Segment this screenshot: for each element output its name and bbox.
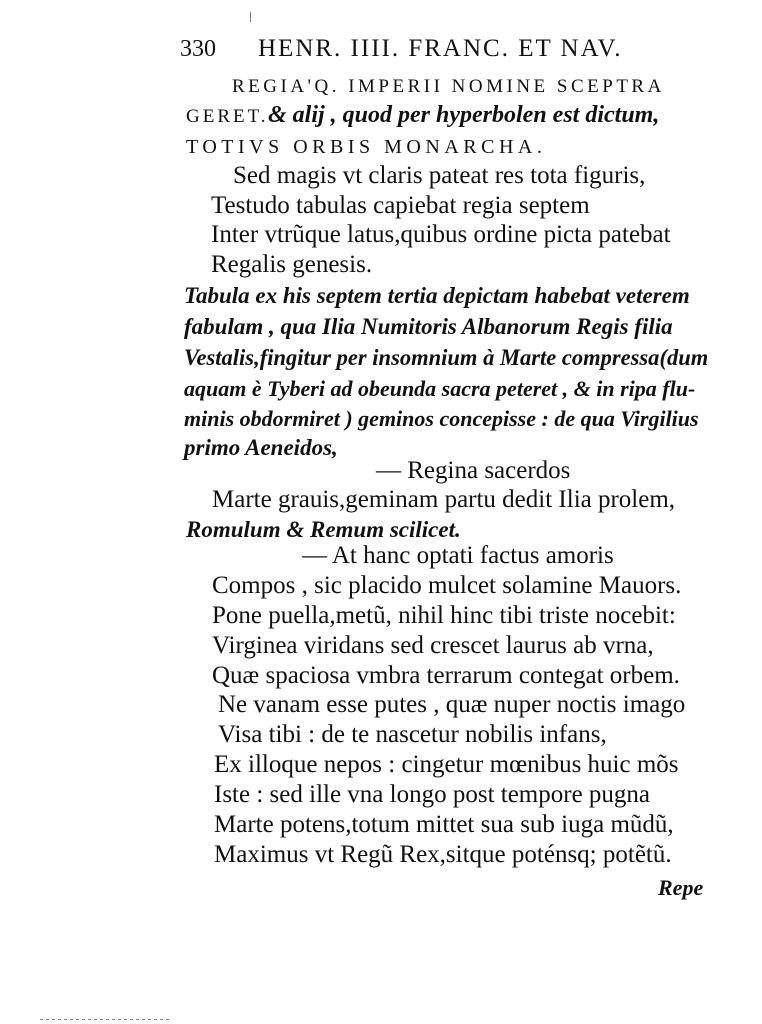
text-line: Iste : sed ille vna longo post tempore pugna <box>214 781 651 808</box>
top-tick-mark <box>250 12 251 22</box>
catchword: Repe <box>658 875 704 900</box>
text-line: primo Aeneidos, <box>184 435 338 460</box>
text-line: Ne vanam esse putes , quæ nuper noctis imago <box>218 691 686 718</box>
text-line: Sed magis vt claris pateat res tota figuris, <box>233 162 646 189</box>
footer-rule <box>40 1019 170 1020</box>
text-line: minis obdormiret ) geminos concepisse : de qua Virgilius <box>184 406 699 431</box>
text-line: Romulum & Remum scilicet. <box>186 517 461 542</box>
text-line: — At hanc optati factus amoris <box>302 542 614 569</box>
text-line: & alij , quod per hyperbolen est dictum, <box>268 102 660 128</box>
text-line: Vestalis,fingitur per insomnium à Marte compressa(dum <box>184 345 709 370</box>
text-line: Inter vtrũque latus,quibus ordine picta patebat <box>211 221 671 248</box>
text-line: fabulam , qua Ilia Numitoris Albanorum Regis filia <box>184 314 673 339</box>
text-line: Regalis genesis. <box>211 251 373 278</box>
text-line: REGIA'Q. IMPERII NOMINE SCEPTRA <box>232 76 665 97</box>
text-line: — Regina sacerdos <box>376 457 571 484</box>
text-line: Pone puella,metũ, nihil hinc tibi triste nocebit: <box>212 602 676 629</box>
text-line: Quæ spaciosa vmbra terrarum contegat orbem. <box>212 662 680 689</box>
text-line: Testudo tabulas capiebat regia septem <box>211 192 590 219</box>
text-line: Ex illoque nepos : cingetur mœnibus huic mõs <box>214 751 679 778</box>
text-line: Maximus vt Regũ Rex,sitque poténsq; potẽtũ. <box>214 841 672 868</box>
text-line: Tabula ex his septem tertia depictam habebat veterem <box>184 283 690 308</box>
text-line: Virginea viridans sed crescet laurus ab vrna, <box>212 632 654 659</box>
text-line: TOTIVS ORBIS MONARCHA. <box>186 136 547 158</box>
text-line: Marte potens,totum mittet sua sub iuga mũdũ, <box>214 811 674 838</box>
text-line: Marte grauis,geminam partu dedit Ilia prolem, <box>212 486 676 513</box>
text-line: Compos , sic placido mulcet solamine Mauors. <box>212 572 682 599</box>
text-line: Visa tibi : de te nascetur nobilis infans, <box>218 721 607 748</box>
running-title: HENR. IIII. FRANC. ET NAV. <box>258 35 623 62</box>
page-number: 330 <box>180 36 216 62</box>
text-line: aquam è Tyberi ad obeunda sacra peteret , & in ripa flu- <box>184 376 696 401</box>
text-line: GERET. <box>186 106 269 127</box>
